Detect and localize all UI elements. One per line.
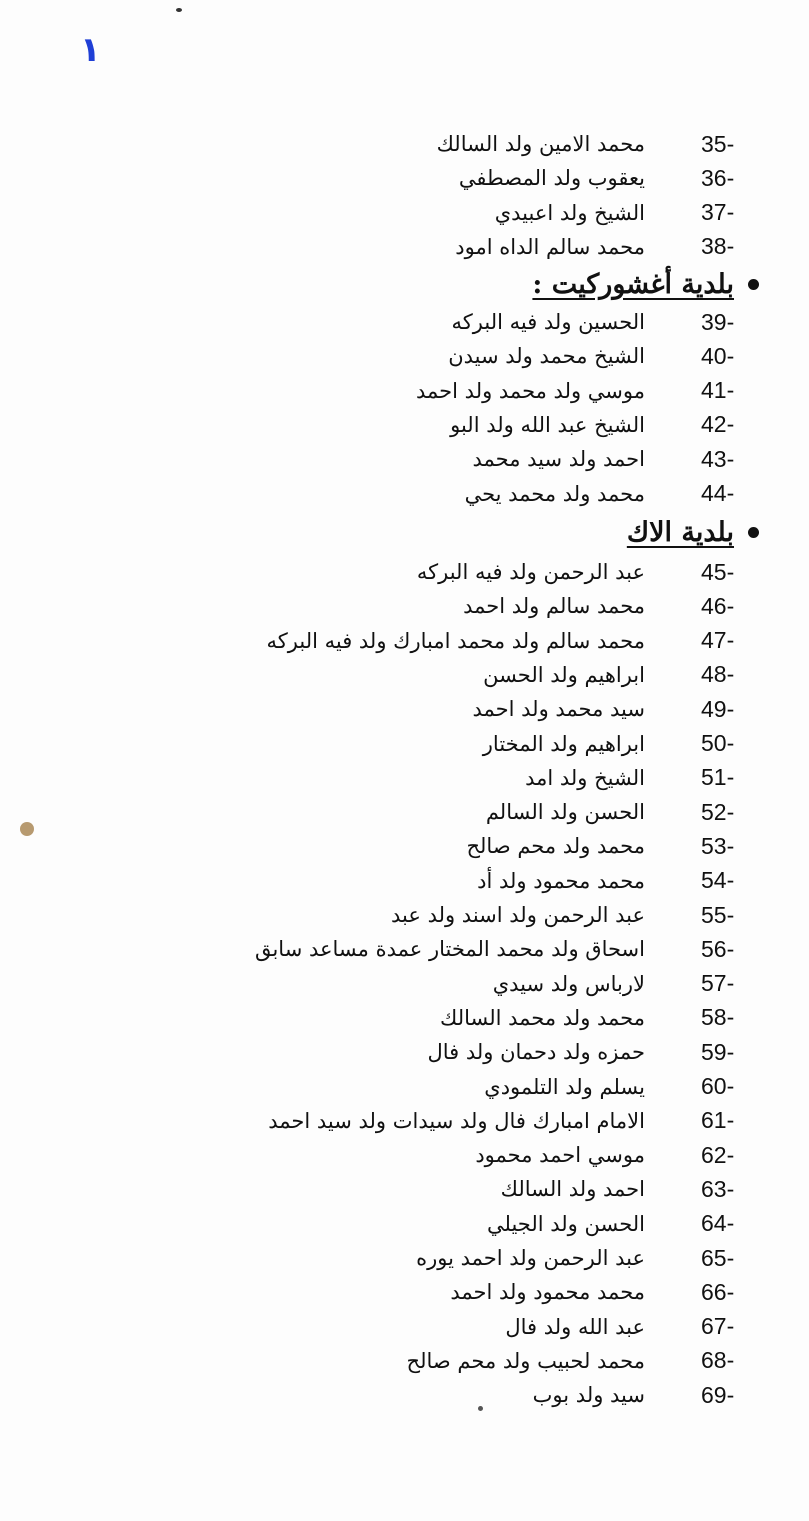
item-number: 59- [701, 1038, 735, 1065]
section-heading-text: بلدية أغشوركيت : [532, 268, 734, 300]
item-number: 35- [701, 130, 735, 157]
person-name: محمد ولد محمد يحي [464, 481, 645, 506]
item-number: 42- [701, 411, 735, 438]
list-item [475, 1138, 761, 1172]
list-item [533, 1378, 761, 1412]
person-name: الشيخ ولد اعبيدي [494, 200, 645, 225]
list-item [416, 1241, 761, 1275]
item-number: 63- [701, 1175, 735, 1202]
item-number: 52- [701, 798, 735, 825]
person-name: موسي ولد محمد ولد احمد [416, 378, 645, 403]
item-number: 39- [701, 308, 735, 335]
list-item [407, 1344, 761, 1378]
person-name: محمد سالم ولد احمد [463, 594, 645, 619]
list-item [427, 1035, 761, 1069]
list-item [448, 339, 761, 373]
item-number: 65- [701, 1244, 735, 1271]
page-number-mark: ١ [80, 30, 101, 70]
list-item [417, 555, 761, 589]
person-name: يعقوب ولد المصطفي [458, 166, 645, 191]
scan-speck [20, 822, 34, 836]
person-name: اسحاق ولد محمد المختار عمدة مساعد سابق [254, 937, 645, 962]
item-number: 64- [701, 1210, 735, 1237]
item-number: 48- [701, 661, 735, 688]
item-number: 58- [701, 1004, 735, 1031]
item-number: 55- [701, 901, 735, 928]
bullet-icon [748, 527, 759, 538]
list-item [391, 898, 761, 932]
item-number: 47- [701, 627, 735, 654]
person-name: سيد ولد بوب [532, 1383, 645, 1408]
item-number: 41- [701, 377, 735, 404]
scan-speck [478, 1406, 483, 1411]
person-name: محمد لحبيب ولد محم صالح [406, 1348, 645, 1373]
item-number: 51- [701, 764, 735, 791]
item-number: 56- [701, 935, 735, 962]
item-number: 54- [701, 867, 735, 894]
person-name: الحسن ولد الجيلي [486, 1211, 645, 1236]
person-name: محمد سالم الداه امود [455, 234, 645, 259]
person-name: الشيخ ولد امد [525, 765, 645, 790]
list-item [267, 624, 761, 658]
person-name: احمد ولد السالك [500, 1177, 645, 1202]
list-item [450, 1275, 761, 1309]
item-number: 37- [701, 199, 735, 226]
list-item [483, 658, 761, 692]
item-number: 57- [701, 970, 735, 997]
person-name: الحسن ولد السالم [485, 800, 645, 825]
list-item [463, 589, 761, 623]
list-item [452, 305, 761, 339]
item-number: 68- [701, 1347, 735, 1374]
section-heading-text: بلدية الاك [626, 516, 734, 548]
item-number: 66- [701, 1278, 735, 1305]
list-item [465, 477, 761, 511]
list-item [416, 374, 761, 408]
person-name: موسي احمد محمود [475, 1143, 645, 1168]
list-item [459, 161, 761, 195]
person-name: الشيخ محمد ولد سيدن [448, 344, 645, 369]
scan-speck [176, 8, 182, 12]
section-heading [532, 264, 759, 304]
person-name: الشيخ عبد الله ولد البو [450, 412, 645, 437]
list-item [495, 196, 761, 230]
list-item [466, 829, 761, 863]
person-name: يسلم ولد التلمودي [484, 1074, 645, 1099]
person-name: عبد الرحمن ولد اسند ولد عبد [391, 903, 645, 927]
list-item [487, 1207, 761, 1241]
person-name: ابراهيم ولد الحسن [483, 662, 645, 687]
person-name: احمد ولد سيد محمد [472, 447, 645, 472]
list-item [484, 1070, 761, 1104]
list-item [473, 692, 762, 726]
item-number: 45- [701, 558, 735, 585]
list-item [255, 932, 761, 966]
list-item [455, 230, 761, 264]
list-item [501, 1172, 761, 1206]
person-name: لارباس ولد سيدي [492, 971, 645, 996]
list-item [440, 1001, 761, 1035]
person-name: عبد الرحمن ولد احمد يوره [416, 1246, 645, 1270]
list-item [450, 408, 761, 442]
item-number: 38- [701, 233, 735, 260]
list-item [437, 127, 761, 161]
item-number: 50- [701, 730, 735, 756]
person-name: محمد الامين ولد السالك [436, 132, 645, 156]
person-name: ابراهيم ولد المختار [482, 731, 645, 756]
bullet-icon [748, 279, 759, 290]
list-item [493, 967, 761, 1001]
person-name: حمزه ولد دحمان ولد فال [427, 1040, 645, 1065]
item-number: 67- [701, 1313, 735, 1340]
item-number: 62- [701, 1141, 735, 1168]
person-name: الامام امبارك فال ولد سيدات ولد سيد احمد [268, 1108, 645, 1133]
person-name: محمد محمود ولد احمد [450, 1280, 645, 1305]
item-number: 69- [701, 1381, 735, 1408]
list-item [268, 1104, 761, 1138]
item-number: 44- [701, 480, 735, 506]
item-number: 61- [701, 1107, 735, 1134]
list-item [486, 795, 761, 829]
person-name: عبد الله ولد فال [505, 1314, 645, 1339]
item-number: 60- [701, 1073, 735, 1099]
person-name: الحسين ولد فيه البركه [451, 310, 645, 334]
item-number: 49- [701, 695, 735, 722]
person-name: محمد سالم ولد محمد امبارك ولد فيه البركه [266, 628, 645, 653]
list-item [477, 864, 761, 898]
person-name: محمد ولد محمد السالك [440, 1005, 645, 1030]
list-item [505, 1310, 761, 1344]
person-name: سيد محمد ولد احمد [472, 697, 645, 722]
item-number: 43- [701, 445, 735, 472]
section-heading [627, 512, 759, 552]
item-number: 46- [701, 592, 735, 619]
list-item [525, 761, 761, 795]
person-name: محمد محمود ولد أد [477, 868, 645, 893]
item-number: 40- [701, 342, 735, 369]
list-item [483, 727, 761, 761]
item-number: 36- [701, 164, 735, 191]
item-number: 53- [701, 832, 735, 859]
person-name: عبد الرحمن ولد فيه البركه [416, 560, 645, 584]
list-item [473, 442, 762, 476]
person-name: محمد ولد محم صالح [466, 834, 645, 859]
